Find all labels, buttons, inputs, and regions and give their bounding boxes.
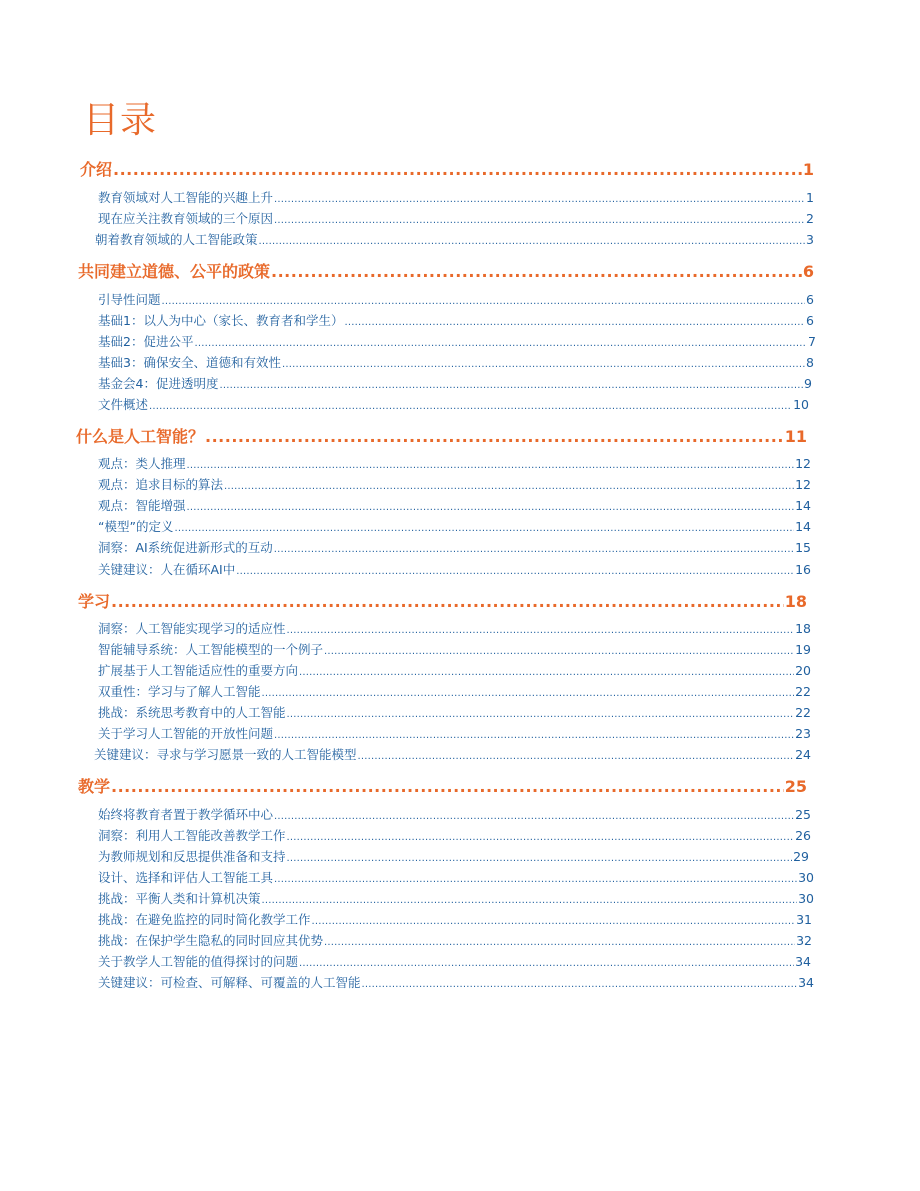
toc-entry-page: 30 xyxy=(798,891,814,906)
toc-entry-page: 34 xyxy=(798,975,814,990)
toc-section-label: 共同建立道德、公平的政策 xyxy=(78,262,271,281)
toc-entry-label: 观点：类人推理 xyxy=(98,456,186,471)
dot-leader xyxy=(111,591,784,613)
toc-entry[interactable] xyxy=(98,725,811,743)
toc-entry-label: 教育领域对人工智能的兴趣上升 xyxy=(98,190,274,205)
toc-entry-page: 19 xyxy=(795,642,811,657)
toc-entry-page: 9 xyxy=(804,376,812,391)
dot-leader xyxy=(274,191,805,207)
toc-entry[interactable] xyxy=(98,827,811,845)
toc-entry-page: 12 xyxy=(795,456,811,471)
toc-entry[interactable] xyxy=(94,746,811,764)
toc-entry[interactable] xyxy=(98,806,811,824)
dot-leader xyxy=(194,335,807,351)
toc-section-teaching[interactable] xyxy=(78,776,807,798)
toc-entry-label: 始终将教育者置于教学循环中心 xyxy=(98,807,274,822)
toc-section-page: 1 xyxy=(802,160,814,179)
toc-entry-label: 洞察：利用人工智能改善教学工作 xyxy=(98,828,286,843)
toc-entry[interactable] xyxy=(98,375,812,393)
dot-leader xyxy=(344,314,805,330)
dot-leader xyxy=(362,976,798,992)
toc-entry-page: 8 xyxy=(806,355,814,370)
toc-entry[interactable] xyxy=(98,869,814,887)
toc-section-what-is-ai[interactable] xyxy=(76,426,807,448)
dot-leader xyxy=(174,520,794,536)
toc-entry-page: 22 xyxy=(795,684,811,699)
toc-entry[interactable] xyxy=(98,189,814,207)
toc-entry[interactable] xyxy=(98,476,811,494)
toc-entry-page: 1 xyxy=(806,190,814,205)
toc-entry-page: 6 xyxy=(806,313,814,328)
toc-entry[interactable] xyxy=(98,312,814,330)
toc-entry[interactable] xyxy=(98,911,812,929)
toc-section-label: 什么是人工智能？ xyxy=(76,427,205,446)
toc-entry-label: 挑战：在保护学生隐私的同时回应其优势 xyxy=(98,933,324,948)
toc-section-page: 25 xyxy=(784,777,807,796)
toc-entry-page: 3 xyxy=(806,232,814,247)
toc-entry[interactable] xyxy=(98,455,811,473)
toc-entry-label: 关于教学人工智能的值得探讨的问题 xyxy=(98,954,299,969)
dot-leader xyxy=(262,892,798,908)
dot-leader xyxy=(358,748,795,764)
dot-leader xyxy=(149,398,792,414)
dot-leader xyxy=(219,377,803,393)
toc-entry-page: 30 xyxy=(798,870,814,885)
toc-entry-label: 基础1：以人为中心（家长、教育者和学生） xyxy=(98,313,344,328)
toc-entry-page: 29 xyxy=(793,849,809,864)
toc-entry-label: 智能辅导系统：人工智能模型的一个例子 xyxy=(98,642,324,657)
toc-section-label: 介绍 xyxy=(80,160,113,179)
toc-section-page: 11 xyxy=(784,427,807,446)
toc-entry[interactable] xyxy=(98,890,814,908)
toc-entry-page: 10 xyxy=(793,397,809,412)
toc-entry-label: 关键建议：可检查、可解释、可覆盖的人工智能 xyxy=(98,975,361,990)
toc-section-learning[interactable] xyxy=(78,591,807,613)
toc-entry-label: 引导性问题 xyxy=(98,292,161,307)
toc-entry-label: 挑战：平衡人类和计算机决策 xyxy=(98,891,261,906)
toc-section-label: 学习 xyxy=(78,592,111,611)
dot-leader xyxy=(262,685,795,701)
toc-entry-page: 15 xyxy=(795,540,811,555)
toc-entry-label: 洞察：AI系统促进新形式的互动 xyxy=(98,540,273,555)
toc-entry[interactable] xyxy=(98,704,811,722)
toc-entry-label: 观点：智能增强 xyxy=(98,498,186,513)
toc-entry-label: “模型”的定义 xyxy=(98,519,174,534)
toc-entry[interactable] xyxy=(98,333,816,351)
toc-entry-label: 洞察：人工智能实现学习的适应性 xyxy=(98,621,286,636)
toc-entry[interactable] xyxy=(98,662,811,680)
toc-entry-page: 32 xyxy=(796,933,812,948)
toc-entry-label: 挑战：在避免监控的同时简化教学工作 xyxy=(98,912,311,927)
dot-leader xyxy=(224,478,794,494)
toc-entry-label: 现在应关注教育领域的三个原因 xyxy=(98,211,274,226)
toc-entry-label: 双重性：学习与了解人工智能 xyxy=(98,684,261,699)
toc-entry-page: 12 xyxy=(795,477,811,492)
dot-leader xyxy=(162,293,806,309)
page-title: 目录 xyxy=(83,100,158,141)
toc-entry-page: 26 xyxy=(795,828,811,843)
toc-entry-label: 基金会4：促进透明度 xyxy=(98,376,219,391)
toc-entry-label: 为教师规划和反思提供准备和支持 xyxy=(98,849,286,864)
dot-leader xyxy=(324,643,794,659)
toc-section-page: 18 xyxy=(784,592,807,611)
toc-entry-page: 2 xyxy=(806,211,814,226)
toc-entry-label: 挑战：系统思考教育中的人工智能 xyxy=(98,705,286,720)
toc-entry-label: 基础2：促进公平 xyxy=(98,334,194,349)
toc-entry-label: 基础3：确保安全、道德和有效性 xyxy=(98,355,281,370)
dot-leader xyxy=(282,356,805,372)
dot-leader xyxy=(259,233,806,249)
toc-entry-page: 22 xyxy=(795,705,811,720)
toc-entry-page: 16 xyxy=(795,562,811,577)
dot-leader xyxy=(287,850,793,866)
toc-entry[interactable] xyxy=(98,539,811,557)
toc-entry-label: 观点：追求目标的算法 xyxy=(98,477,224,492)
toc-entry[interactable] xyxy=(98,354,814,372)
toc-entry[interactable] xyxy=(98,974,814,992)
dot-leader xyxy=(274,541,794,557)
dot-leader xyxy=(274,727,794,743)
toc-entry[interactable] xyxy=(98,518,811,536)
toc-entry[interactable] xyxy=(98,953,811,971)
toc-section-intro[interactable] xyxy=(80,159,814,181)
toc-entry[interactable] xyxy=(98,620,811,638)
dot-leader xyxy=(113,159,802,181)
toc-entry[interactable] xyxy=(98,210,814,228)
dot-leader xyxy=(205,426,784,448)
toc-section-label: 教学 xyxy=(78,777,111,796)
dot-leader xyxy=(274,212,805,228)
toc-entry[interactable] xyxy=(98,641,811,659)
toc-entry[interactable] xyxy=(98,683,811,701)
toc-entry[interactable] xyxy=(98,932,812,950)
toc-entry-page: 25 xyxy=(795,807,811,822)
dot-leader xyxy=(299,664,794,680)
toc-entry-page: 23 xyxy=(795,726,811,741)
toc-entry-label: 关键建议：人在循环AI中 xyxy=(98,562,236,577)
dot-leader xyxy=(111,776,784,798)
dot-leader xyxy=(287,706,795,722)
toc-section-ethics[interactable] xyxy=(78,261,814,283)
dot-leader xyxy=(287,622,795,638)
toc-entry[interactable] xyxy=(98,561,811,579)
toc-entry-page: 7 xyxy=(808,334,816,349)
toc-entry[interactable] xyxy=(98,396,809,414)
dot-leader xyxy=(274,871,797,887)
toc-entry-page: 34 xyxy=(795,954,811,969)
dot-leader xyxy=(287,829,795,845)
dot-leader xyxy=(187,499,795,515)
dot-leader xyxy=(312,913,796,929)
dot-leader xyxy=(324,934,795,950)
toc-entry-label: 设计、选择和评估人工智能工具 xyxy=(98,870,274,885)
dot-leader xyxy=(299,955,794,971)
toc-entry[interactable] xyxy=(98,497,811,515)
dot-leader xyxy=(271,261,802,283)
toc-entry[interactable] xyxy=(98,291,814,309)
toc-entry-label: 朝着教育领域的人工智能政策 xyxy=(95,232,258,247)
toc-entry[interactable] xyxy=(98,848,809,866)
dot-leader xyxy=(236,563,794,579)
dot-leader xyxy=(274,808,794,824)
dot-leader xyxy=(187,457,795,473)
toc-entry-label: 扩展基于人工智能适应性的重要方向 xyxy=(98,663,299,678)
toc-entry-page: 31 xyxy=(796,912,812,927)
toc-section-page: 6 xyxy=(802,262,814,281)
toc-entry-page: 14 xyxy=(795,498,811,513)
toc-entry-page: 6 xyxy=(806,292,814,307)
toc-entry-page: 20 xyxy=(795,663,811,678)
toc-entry-label: 关键建议：寻求与学习愿景一致的人工智能模型 xyxy=(94,747,357,762)
toc-entry-page: 24 xyxy=(795,747,811,762)
toc-entry-label: 关于学习人工智能的开放性问题 xyxy=(98,726,274,741)
toc-entry[interactable] xyxy=(95,231,814,249)
toc-entry-label: 文件概述 xyxy=(98,397,149,412)
toc-entry-page: 18 xyxy=(795,621,811,636)
toc-entry-page: 14 xyxy=(795,519,811,534)
